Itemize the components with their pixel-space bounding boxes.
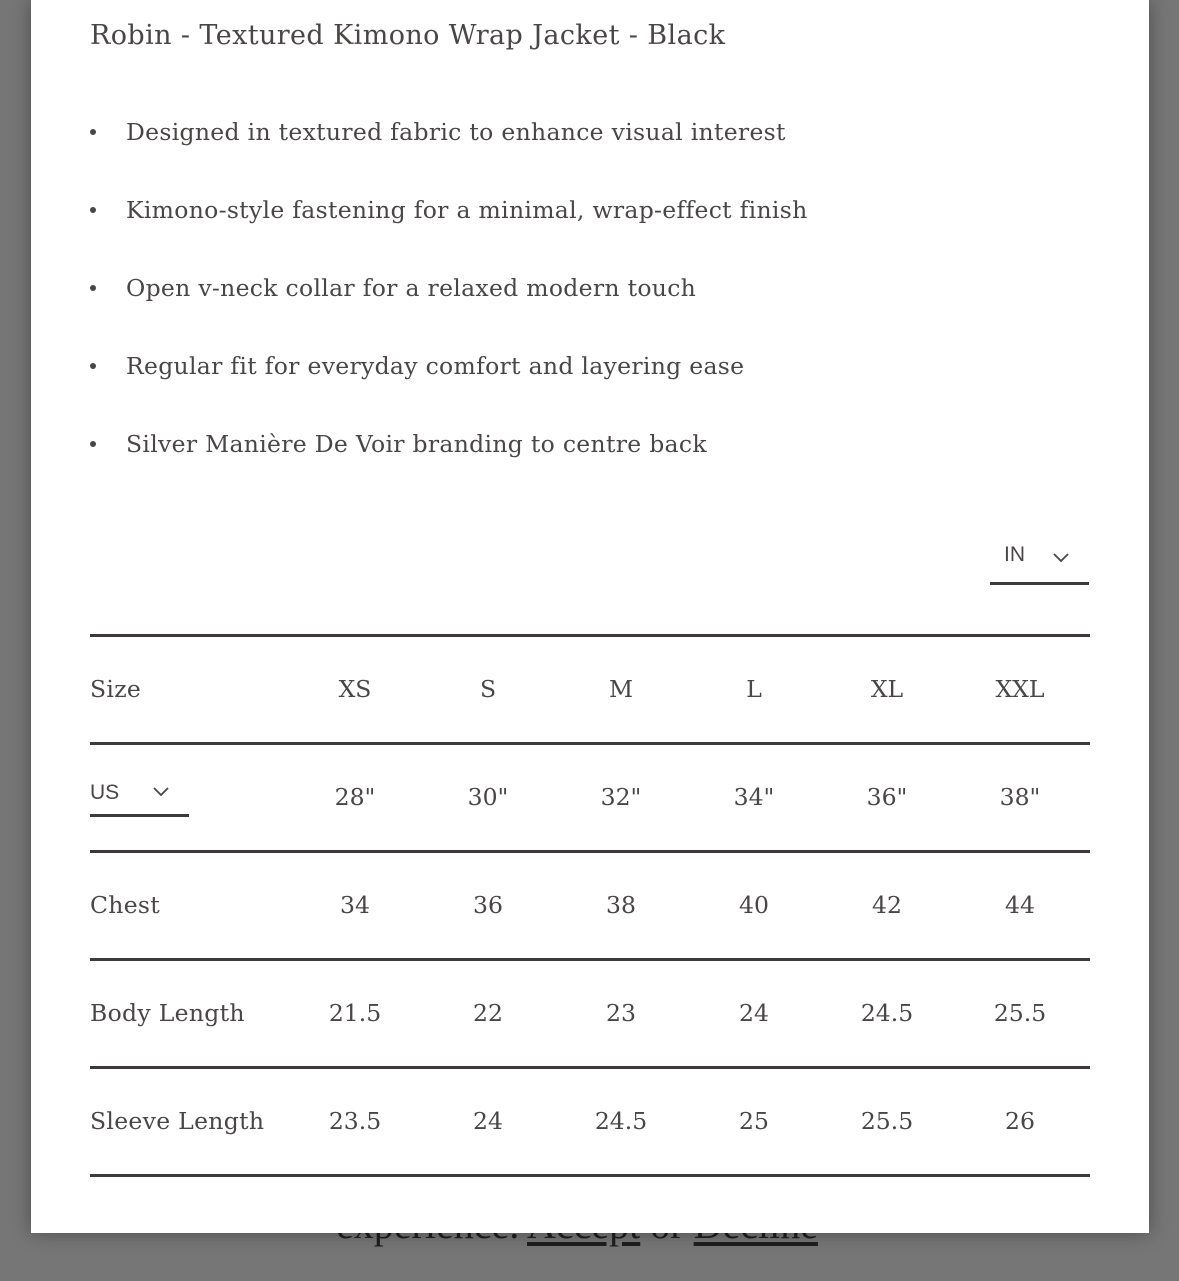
feature-text: Silver Manière De Voir branding to centre back [126, 430, 707, 458]
feature-text: Open v-neck collar for a relaxed modern touch [126, 274, 697, 302]
bullet-icon [90, 363, 96, 369]
table-cell: 22 [473, 999, 503, 1027]
size-table [90, 634, 1090, 1177]
table-cell: 44 [1005, 891, 1035, 919]
table-cell: 30" [467, 783, 509, 811]
row-label: Body Length [90, 999, 245, 1027]
table-cell: 38 [606, 891, 636, 919]
table-row [90, 850, 1090, 958]
table-cell: 25.5 [993, 999, 1047, 1027]
size-header-cell: M [608, 675, 634, 703]
table-cell: 24 [739, 999, 769, 1027]
table-cell: 36 [473, 891, 503, 919]
feature-item [90, 426, 808, 504]
unit-select-value: IN [1004, 543, 1025, 566]
row-label: Sleeve Length [90, 1107, 265, 1135]
size-header-cell: XL [870, 675, 904, 703]
table-cell: 25.5 [860, 1107, 914, 1135]
table-cell: 23.5 [328, 1107, 382, 1135]
feature-item [90, 270, 808, 348]
feature-item [90, 348, 808, 426]
size-guide-modal [31, 0, 1149, 1233]
feature-text: Kimono-style fastening for a minimal, wrap-effect finish [126, 196, 808, 224]
table-cell: 25 [739, 1107, 769, 1135]
size-header-cell: S [479, 675, 497, 703]
size-header-row [90, 634, 1090, 742]
feature-text: Designed in textured fabric to enhance visual interest [126, 118, 786, 146]
product-title: Robin - Textured Kimono Wrap Jacket - Black [90, 20, 726, 51]
table-cell: 38" [999, 783, 1041, 811]
size-header-cell: XS [338, 675, 372, 703]
region-select-value: US [90, 781, 120, 804]
table-cell: 21.5 [328, 999, 382, 1027]
region-select[interactable] [90, 775, 189, 817]
table-cell: 36" [866, 783, 908, 811]
size-label: Size [90, 675, 142, 703]
size-header-cell: L [746, 675, 762, 703]
bullet-icon [90, 207, 96, 213]
table-cell: 34" [733, 783, 775, 811]
chevron-down-icon [1053, 553, 1069, 563]
table-cell: 40 [739, 891, 769, 919]
chevron-down-icon [153, 787, 169, 797]
bullet-icon [90, 129, 96, 135]
table-cell: 23 [606, 999, 636, 1027]
table-cell: 42 [872, 891, 902, 919]
region-size-row [90, 742, 1090, 850]
size-header-cell: XXL [995, 675, 1045, 703]
table-cell: 32" [600, 783, 642, 811]
feature-item [90, 114, 808, 192]
bullet-icon [90, 285, 96, 291]
table-cell: 28" [334, 783, 376, 811]
table-row [90, 1066, 1090, 1177]
row-label: Chest [90, 891, 161, 919]
table-cell: 34 [340, 891, 370, 919]
table-cell: 24.5 [860, 999, 914, 1027]
table-row [90, 958, 1090, 1066]
table-cell: 26 [1005, 1107, 1035, 1135]
feature-item [90, 192, 808, 270]
bullet-icon [90, 441, 96, 447]
feature-list [90, 114, 808, 504]
table-cell: 24 [473, 1107, 503, 1135]
table-cell: 24.5 [594, 1107, 648, 1135]
feature-text: Regular fit for everyday comfort and layering ease [126, 352, 745, 380]
unit-select[interactable] [990, 540, 1089, 585]
